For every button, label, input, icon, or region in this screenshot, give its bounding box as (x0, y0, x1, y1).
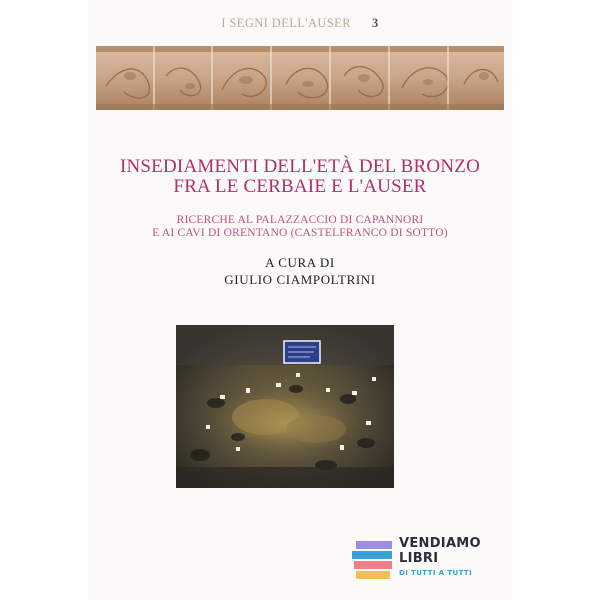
series-header (89, 16, 511, 31)
book-cover (89, 0, 511, 600)
logo-wordmark (399, 536, 481, 578)
curator-name: GIULIO CIAMPOLTRINI (224, 272, 376, 287)
vendiamo-libri-logo (352, 533, 502, 589)
logo-line-2: LIBRI (399, 551, 439, 566)
series-number: 3 (372, 16, 379, 30)
terracotta-frieze-image (96, 46, 504, 110)
subtitle-line-1: RICERCHE AL PALAZZACCIO DI CAPANNORI (176, 214, 424, 226)
book-subtitle (89, 214, 511, 240)
series-name: I SEGNI DELL'AUSER (221, 16, 351, 30)
logo-line-1: VENDIAMO (399, 536, 481, 551)
logo-tagline: DI TUTTI A TUTTI (399, 569, 473, 577)
book-title-line-1: INSEDIAMENTI DELL'ETÀ DEL BRONZO (119, 156, 481, 177)
excavation-photo (176, 325, 394, 488)
book-stack-icon (352, 539, 396, 583)
book-title-line-2: FRA LE CERBAIE E L'AUSER (173, 176, 427, 197)
title-block (89, 157, 511, 288)
curator-block (89, 254, 511, 288)
subtitle-line-2: E AI CAVI DI ORENTANO (CASTELFRANCO DI SOTTO) (152, 227, 448, 239)
curator-label: A CURA DI (265, 255, 335, 270)
